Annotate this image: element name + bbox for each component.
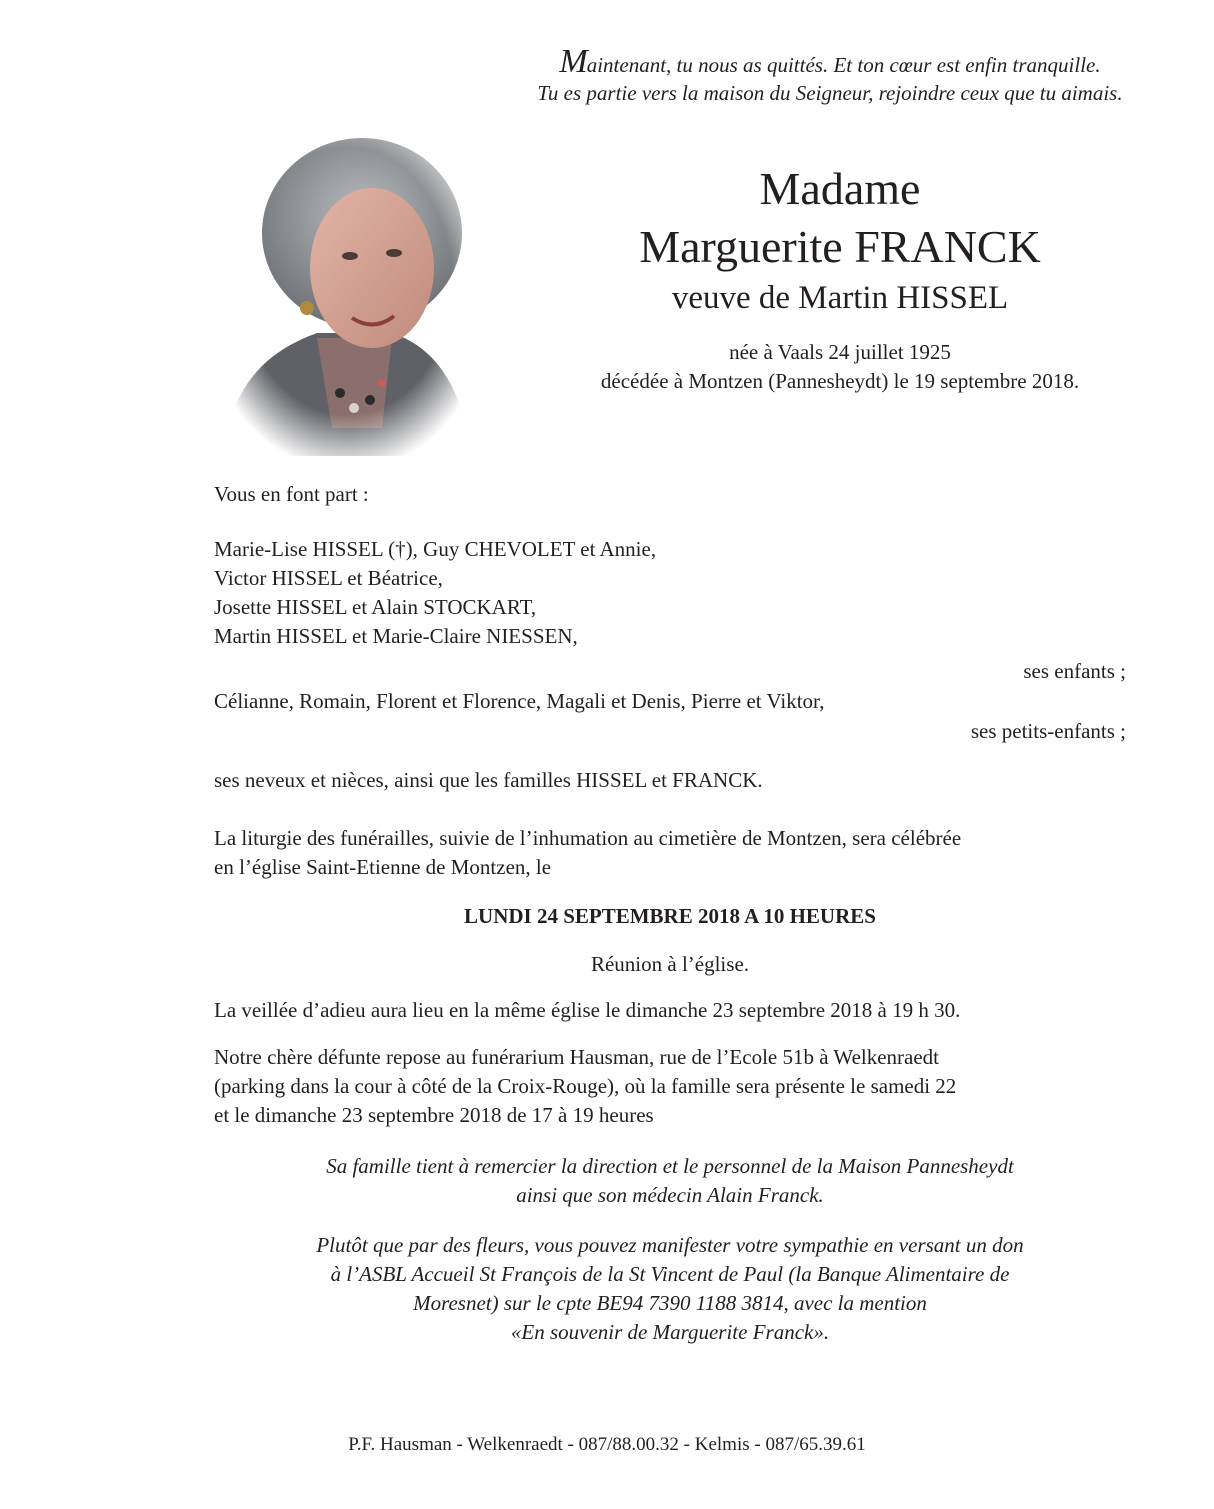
deceased-name: Marguerite FRANCK (639, 221, 1041, 272)
donation-paragraph (214, 1231, 1126, 1347)
children-label: ses enfants ; (1023, 659, 1126, 683)
child-line: Martin HISSEL et Marie-Claire NIESSEN, (214, 624, 578, 648)
ceremony-datetime: LUNDI 24 SEPTEMBRE 2018 A 10 HEURES (464, 904, 876, 928)
donation-line: Moresnet) sur le cpte BE94 7390 1188 3814, avec la mention (413, 1291, 927, 1315)
meeting-place: Réunion à l’église. (590, 952, 750, 976)
funeral-home-footer: P.F. Hausman - Welkenraedt - 087/88.00.32 - Kelmis - 087/65.39.61 (348, 1434, 866, 1455)
thanks-paragraph (214, 1152, 1126, 1210)
grandchildren-list: Célianne, Romain, Florent et Florence, Magali et Denis, Pierre et Viktor, (214, 689, 825, 713)
thanks-line: ainsi que son médecin Alain Franck. (516, 1183, 824, 1207)
vigil-info: La veillée d’adieu aura lieu en la même église le dimanche 23 septembre 2018 à 19 h 30. (214, 998, 961, 1022)
portrait-photo (222, 138, 472, 456)
widow-of: veuve de Martin HISSEL (671, 280, 1009, 316)
quote-line-1-text: aintenant, tu nous as quittés. Et ton cœur est enfin tranquille. (586, 53, 1101, 77)
deceased-block (520, 160, 1160, 396)
opening-quote (470, 43, 1190, 107)
birth-info: née à Vaals 24 juillet 1925 (729, 340, 951, 364)
child-line: Marie-Lise HISSEL (†), Guy CHEVOLET et Annie, (214, 537, 657, 561)
honorific: Madame (759, 163, 921, 214)
other-relatives: ses neveux et nièces, ainsi que les familles HISSEL et FRANCK. (214, 768, 763, 792)
donation-line: à l’ASBL Accueil St François de la St Vincent de Paul (la Banque Alimentaire de (330, 1262, 1010, 1286)
quote-dropcap: M (559, 43, 587, 80)
child-line: Josette HISSEL et Alain STOCKART, (214, 595, 537, 619)
rest-paragraph (214, 1043, 1126, 1130)
portrait-illustration (222, 138, 472, 456)
quote-line-2: Tu es partie vers la maison du Seigneur, rejoindre ceux que tu aimais. (537, 81, 1123, 105)
rest-line: Notre chère défunte repose au funérarium Hausman, rue de l’Ecole 51b à Welkenraedt (214, 1045, 940, 1069)
children-list (214, 535, 1126, 651)
donation-line: Plutôt que par des fleurs, vous pouvez manifester votre sympathie en versant un don (316, 1233, 1024, 1257)
donation-line: «En souvenir de Marguerite Franck». (510, 1320, 830, 1344)
liturgy-line: en l’église Saint-Etienne de Montzen, le (214, 855, 552, 879)
death-info: décédée à Montzen (Pannesheydt) le 19 septembre 2018. (600, 369, 1080, 393)
announcement-intro: Vous en font part : (214, 482, 369, 506)
grandchildren-label: ses petits-enfants ; (970, 719, 1126, 743)
rest-line: et le dimanche 23 septembre 2018 de 17 à 19 heures (214, 1103, 654, 1127)
child-line: Victor HISSEL et Béatrice, (214, 566, 443, 590)
thanks-line: Sa famille tient à remercier la direction et le personnel de la Maison Pannesheydt (326, 1154, 1014, 1178)
liturgy-line: La liturgie des funérailles, suivie de l’inhumation au cimetière de Montzen, sera célébrée (214, 826, 962, 850)
rest-line: (parking dans la cour à côté de la Croix-Rouge), où la famille sera présente le samedi 22 (214, 1074, 957, 1098)
liturgy-paragraph (214, 824, 1126, 882)
quote-line-1 (470, 43, 1190, 80)
